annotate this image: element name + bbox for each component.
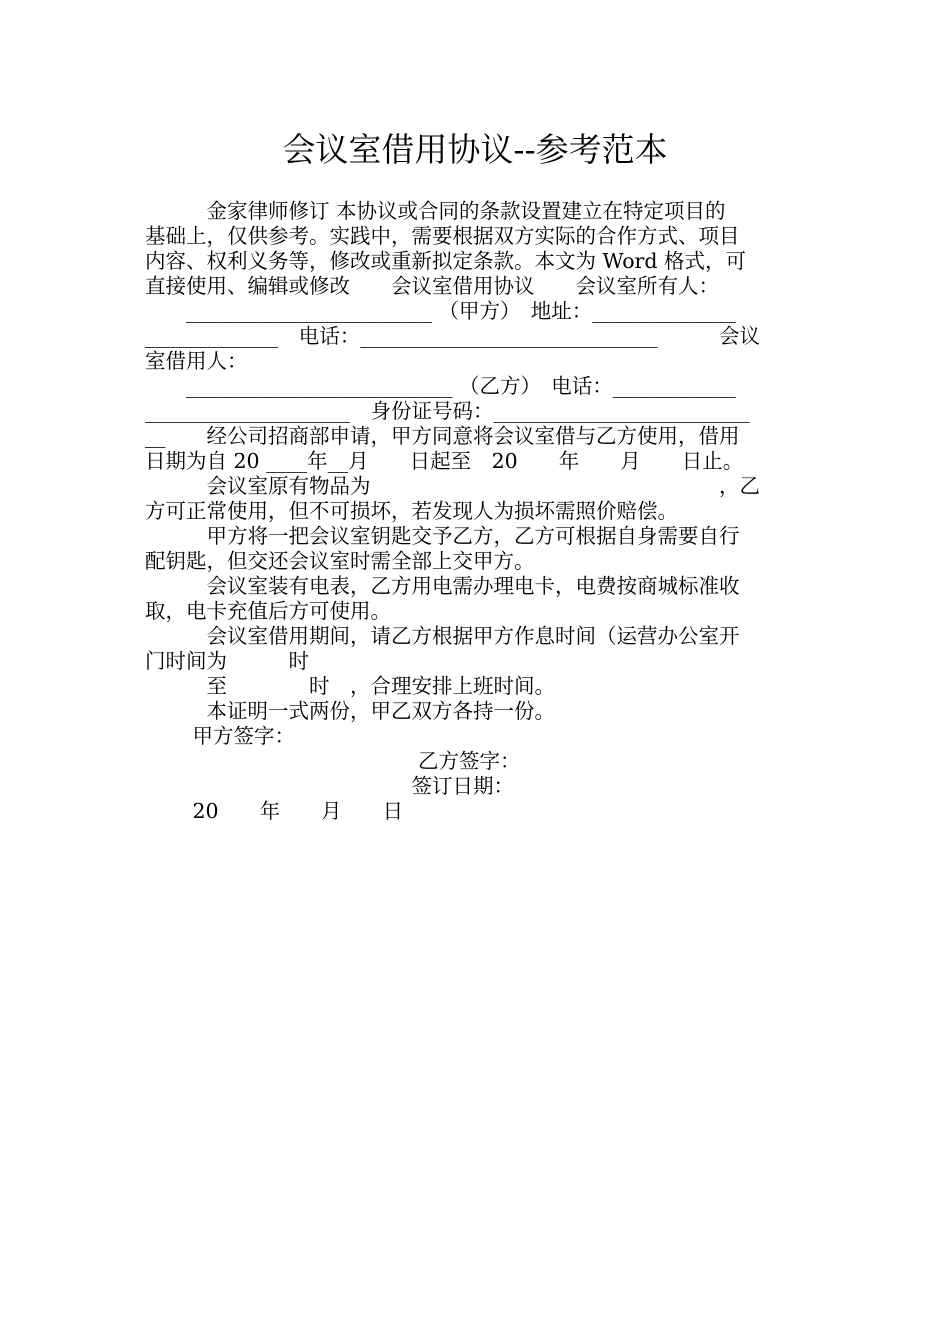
- electricity-line-2: 取，电卡充值后方可使用。: [145, 599, 391, 623]
- items-line: 会议室原有物品为 ，乙: [145, 474, 760, 498]
- hours-line: 会议室借用期间，请乙方根据甲方作息时间（运营办公室开: [145, 624, 740, 648]
- items-line-2: 方可正常使用，但不可损坏，若发现人为损坏需照价赔偿。: [145, 499, 678, 523]
- document-title: 会议室借用协议--参考范本: [282, 130, 668, 169]
- party-b-signature: 乙方签字：: [145, 749, 521, 773]
- text-line-4: 直接使用、编辑或修改 会议室借用协议 会议室所有人：: [145, 274, 719, 298]
- hours-line-2: 门时间为 时: [145, 649, 309, 673]
- electricity-line: 会议室装有电表，乙方用电需办理电卡，电费按商城标准收: [145, 574, 740, 598]
- date-range-line: 日期为自 20 ____年__月 日起至 20 年 月 日止。: [145, 449, 744, 473]
- hours-line-3: 至 时 ，合理安排上班时间。: [145, 674, 555, 698]
- key-line-2: 配钥匙，但交还会议室时需全部上交甲方。: [145, 549, 535, 573]
- text-line-2: 基础上，仅供参考。实践中，需要根据双方实际的合作方式、项目: [145, 224, 740, 248]
- text-line-1: 金家律师修订 本协议或合同的条款设置建立在特定项目的: [145, 199, 726, 223]
- application-line: __ 经公司招商部申请，甲方同意将会议室借与乙方使用，借用: [145, 424, 740, 448]
- borrower-label-line: 室借用人：: [145, 349, 248, 373]
- signing-date-value: 20 年 月 日: [145, 799, 404, 823]
- party-b-line: __________________________ （乙方） 电话：____________: [145, 374, 736, 398]
- text-line-3: 内容、权利义务等，修改或重新拟定条款。本文为 Word 格式，可: [145, 249, 746, 273]
- signing-date-label: 签订日期：: [145, 774, 514, 798]
- phone-line: _____________ 电话：_____________________________ 会议: [145, 324, 760, 348]
- id-number-line: ____________________ 身份证号码：_________________________: [145, 399, 750, 423]
- key-line: 甲方将一把会议室钥匙交予乙方，乙方可根据自身需要自行: [145, 524, 740, 548]
- copies-line: 本证明一式两份，甲乙双方各持一份。: [145, 699, 555, 723]
- party-a-line: ________________________ （甲方） 地址：______________: [145, 299, 736, 323]
- party-a-signature: 甲方签字：: [145, 724, 296, 748]
